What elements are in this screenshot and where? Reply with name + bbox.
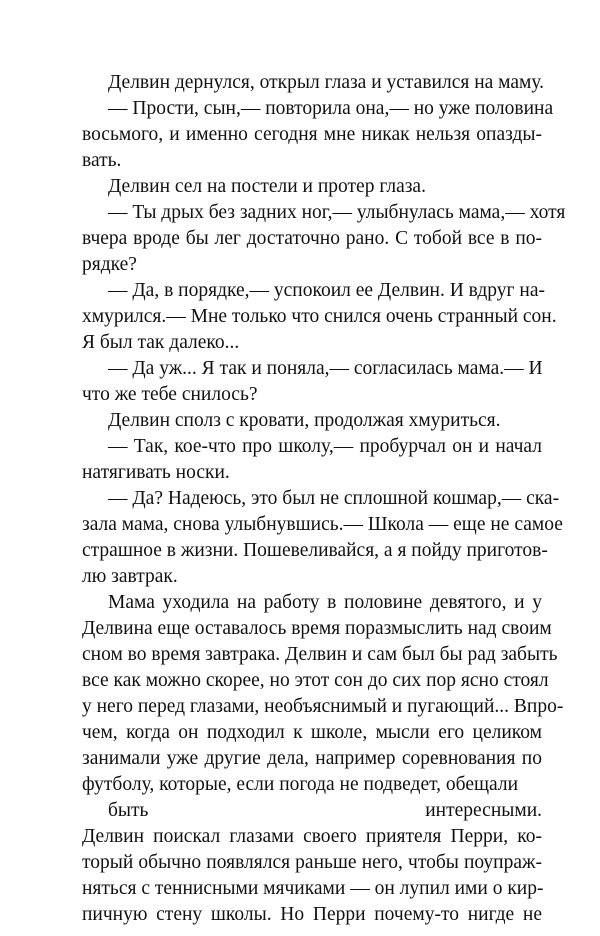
text-line: вать. (82, 150, 122, 171)
text-line: Делвина еще оставалось время поразмыслить над своим (82, 618, 552, 639)
text-line: зала мама, снова улыбнувшись.— Школа — еще не самое (82, 514, 563, 535)
text-line: торый обычно появлялся раньше него, чтобы поупраж- (82, 852, 542, 873)
text-line: страшное в жизни. Пошевеливайся, а я пойду приготов- (82, 540, 548, 561)
text-line: хмурился.— Мне только что снился очень странный сон. (82, 306, 557, 327)
text-line: сном во время завтрака. Делвин и сам был бы рад забыть (82, 644, 558, 665)
text-line: — Да? Надеюсь, это был не сплошной кошмар,— ска- (108, 488, 560, 509)
text-line: Делвин дернулся, открыл глаза и уставился на маму. (108, 72, 545, 93)
text-line: Я был так далеко... (82, 332, 240, 353)
text-line: Делвин сел на постели и протер глаза. (108, 176, 426, 197)
text-line: — Так, кое-что про школу,— пробурчал он и начал (108, 436, 542, 457)
text-line: восьмого, и именно сегодня мне никак нельзя опазды- (82, 124, 542, 145)
text-line: футболу, которые, если погода не подведет, обещали (82, 774, 518, 795)
text-line: что же тебе снилось? (82, 384, 258, 405)
text-line: лю завтрак. (82, 566, 178, 587)
text-line: няться с теннисными мячиками — он лупил ими о кир- (82, 878, 544, 899)
text-line: Делвин сполз с кровати, продолжая хмуриться. (108, 410, 501, 431)
text-line: пичную стену школы. Но Перри почему-то нигде не (82, 904, 542, 925)
text-line: натягивать носки. (82, 462, 230, 483)
text-line: Делвин поискал глазами своего приятеля Перри, ко- (82, 826, 542, 847)
text-line: занимали уже другие дела, например соревнования по (82, 748, 542, 769)
text-line: — Прости, сын,— повторила она,— но уже половина (108, 98, 554, 119)
text-line: вчера вроде бы лег достаточно рано. С тобой все в по- (82, 228, 542, 249)
text-line: рядке? (82, 254, 137, 275)
text-line: — Да уж... Я так и поняла,— согласилась мама.— И (108, 358, 543, 379)
text-line: — Да, в порядке,— успокоил ее Делвин. И вдруг на- (108, 280, 545, 301)
text-line: чем, когда он подходил к школе, мысли его целиком (82, 722, 542, 743)
text-line: у него перед глазами, необъяснимый и пугающий... Впро- (82, 696, 564, 717)
text-line: Мама уходила на работу в половине девятого, и у (108, 592, 542, 613)
text-line: все как можно скорее, но этот сон до сих пор ясно стоял (82, 670, 549, 691)
text-line: быть интересными. (108, 800, 542, 821)
text-line: — Ты дрых без задних ног,— улыбнулась мама,— хотя (108, 202, 566, 223)
